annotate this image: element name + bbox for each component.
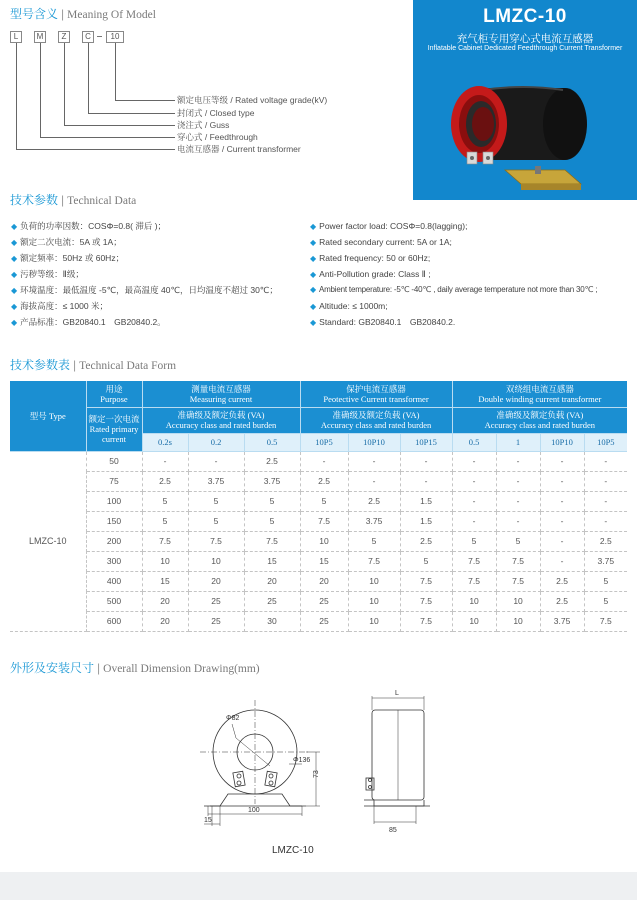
tech-list-en (310, 221, 635, 331)
value-cell: - (584, 511, 627, 531)
value-cell: 25 (188, 591, 244, 611)
value-cell: - (540, 471, 584, 491)
value-cell: - (584, 491, 627, 511)
model-line (16, 149, 175, 150)
model-line (88, 43, 89, 113)
tech-item-en: ◆ Power factor load: COSΦ=0.8(lagging); (310, 221, 468, 231)
value-cell: 20 (142, 591, 188, 611)
class-header: 10P15 (400, 433, 452, 451)
value-cell: 10 (452, 591, 496, 611)
current-cell: 150 (86, 511, 142, 531)
value-cell: 10 (348, 591, 400, 611)
value-cell: 1.5 (400, 511, 452, 531)
group-cn: 双绕组电流互感器 (505, 383, 574, 394)
table-row (10, 611, 627, 631)
tech-list-cn (11, 221, 311, 331)
purpose-cn: 用途 (105, 383, 123, 394)
value-cell: - (540, 451, 584, 471)
value-cell: 5 (496, 531, 540, 551)
value-cell: - (496, 491, 540, 511)
bullet-icon: ◆ (11, 302, 18, 311)
table-row (10, 591, 627, 611)
value-cell: 10 (188, 551, 244, 571)
value-cell: 7.5 (188, 531, 244, 551)
value-cell: 5 (142, 491, 188, 511)
value-cell: 2.5 (300, 471, 348, 491)
value-cell: 20 (188, 571, 244, 591)
group-en: Measuring current (189, 393, 253, 404)
model-label-ct: 电流互感器 / Current transformer (177, 144, 301, 154)
model-box-10: 10 (106, 31, 124, 43)
bullet-icon: ◆ (310, 254, 317, 263)
value-cell: - (540, 511, 584, 531)
value-cell: 25 (188, 611, 244, 631)
bullet-icon: ◆ (11, 238, 18, 247)
value-cell: 7.5 (400, 571, 452, 591)
value-cell: 7.5 (400, 611, 452, 631)
value-cell: 2.5 (244, 451, 300, 471)
accuracy-cn: 准确级及额定负载 (VA) (177, 410, 265, 420)
value-cell: 3.75 (584, 551, 627, 571)
value-cell: 7.5 (348, 551, 400, 571)
value-cell: - (452, 451, 496, 471)
model-line (40, 43, 41, 137)
model-line (115, 100, 175, 101)
accuracy-cn: 准确级及额定负载 (VA) (332, 410, 420, 420)
table-row (10, 491, 627, 511)
primary-en: Rated primary current (89, 424, 139, 444)
value-cell: 10 (496, 611, 540, 631)
tech-title-en: Technical Data (67, 195, 137, 207)
value-cell: 3.75 (188, 471, 244, 491)
value-cell: 20 (300, 571, 348, 591)
model-line (115, 43, 116, 100)
bullet-icon: ◆ (310, 238, 317, 247)
value-cell: 2.5 (142, 471, 188, 491)
drawing-section-title: 外形及安装尺寸 | Overall Dimension Drawing(mm) (10, 661, 260, 675)
value-cell: - (452, 511, 496, 531)
model-title-cn: 型号含义 (10, 7, 59, 21)
model-box-l: L (10, 31, 22, 43)
current-cell: 600 (86, 611, 142, 631)
tech-item-cn: ◆ 环境温度：最低温度 -5℃，最高温度 40℃，日均温度不超过 30℃； (11, 285, 278, 295)
value-cell: - (540, 531, 584, 551)
table-body (10, 451, 627, 631)
value-cell: 2.5 (400, 531, 452, 551)
bullet-icon: ◆ (310, 222, 317, 231)
bullet-icon: ◆ (11, 286, 18, 295)
value-cell: 7.5 (584, 611, 627, 631)
bullet-icon: ◆ (310, 285, 316, 294)
table-title-en: Technical Data Form (79, 360, 177, 372)
class-header: 10P5 (584, 433, 627, 451)
class-header: 0.5 (244, 433, 300, 451)
value-cell: 7.5 (244, 531, 300, 551)
model-section-title: 型号含义 | Meaning Of Model (10, 7, 156, 21)
value-cell: - (348, 451, 400, 471)
model-line (64, 43, 65, 125)
bullet-icon: ◆ (310, 302, 317, 311)
value-cell: 10 (496, 591, 540, 611)
table-section-title: 技术参数表 | Technical Data Form (10, 358, 177, 372)
group-en: Peotective Current transformer (323, 393, 429, 404)
model-box-m: M (34, 31, 46, 43)
value-cell: 20 (142, 611, 188, 631)
tech-title-cn: 技术参数 (10, 193, 59, 207)
table-title-cn: 技术参数表 (10, 358, 71, 372)
primary-cn: 额定一次电流 (88, 414, 140, 424)
value-cell: - (400, 471, 452, 491)
dim-width: 100 (248, 807, 260, 814)
purpose-header (86, 381, 142, 407)
value-cell: 25 (300, 611, 348, 631)
value-cell: - (540, 491, 584, 511)
tech-section-title: 技术参数 | Technical Data (10, 193, 137, 207)
dim-base: 85 (389, 827, 397, 834)
group-cn: 测量电流互感器 (191, 383, 251, 394)
value-cell: 25 (300, 591, 348, 611)
current-cell: 50 (86, 451, 142, 471)
tech-data-table (10, 381, 627, 632)
accuracy-cn: 准确级及额定负载 (VA) (496, 410, 584, 420)
value-cell: 5 (452, 531, 496, 551)
product-hero (413, 0, 637, 200)
dim-inner-dia: Φ82 (226, 715, 240, 722)
tech-item-cn: ◆ 负荷的功率因数：COSΦ=0.8( 滞后 )； (11, 221, 167, 231)
class-header: 10P10 (348, 433, 400, 451)
value-cell: 10 (452, 611, 496, 631)
value-cell: 1.5 (400, 491, 452, 511)
class-header: 0.5 (452, 433, 496, 451)
dim-height: 73 (313, 770, 320, 778)
dim-length: L (395, 690, 399, 697)
value-cell: 5 (188, 511, 244, 531)
accuracy-header (300, 407, 452, 433)
value-cell: 5 (400, 551, 452, 571)
value-cell: 25 (244, 591, 300, 611)
value-cell: 3.75 (348, 511, 400, 531)
value-cell: - (188, 451, 244, 471)
value-cell: 5 (584, 591, 627, 611)
dim-slot: 15 (204, 817, 212, 824)
table-row (10, 571, 627, 591)
group-en: Double winding current transformer (478, 393, 602, 404)
tech-item-cn: ◆ 额定二次电流：5A 或 1A； (11, 237, 122, 247)
footer-band (0, 872, 637, 900)
value-cell: 7.5 (496, 571, 540, 591)
value-cell: - (496, 511, 540, 531)
value-cell: 7.5 (452, 551, 496, 571)
model-line (88, 113, 175, 114)
value-cell: 5 (300, 491, 348, 511)
class-header: 0.2 (188, 433, 244, 451)
tech-item-en: ◆ Rated frequency: 50 or 60Hz; (310, 253, 431, 263)
current-cell: 300 (86, 551, 142, 571)
type-header: 型号 Type (10, 381, 86, 451)
model-line (64, 125, 175, 126)
dimension-drawing (190, 680, 450, 840)
value-cell: 3.75 (540, 611, 584, 631)
value-cell: - (584, 451, 627, 471)
bullet-icon: ◆ (310, 270, 317, 279)
bullet-icon: ◆ (11, 222, 18, 231)
value-cell: 7.5 (496, 551, 540, 571)
value-cell: - (452, 471, 496, 491)
bullet-icon: ◆ (11, 318, 18, 327)
value-cell: 5 (244, 491, 300, 511)
value-cell: 2.5 (584, 531, 627, 551)
product-photo (413, 60, 637, 200)
model-label-feedthrough: 穿心式 / Feedthrough (177, 132, 258, 142)
class-header: 1 (496, 433, 540, 451)
current-cell: 200 (86, 531, 142, 551)
tech-item-cn: ◆ 海拔高度：≤ 1000 米； (11, 301, 108, 311)
group-cn: 保护电流互感器 (346, 383, 406, 394)
value-cell: 5 (348, 531, 400, 551)
value-cell: 10 (348, 571, 400, 591)
current-cell: 500 (86, 591, 142, 611)
model-title-en: Meaning Of Model (67, 9, 156, 21)
model-line (16, 43, 17, 149)
type-cell: LMZC-10 (10, 451, 86, 631)
value-cell: 5 (584, 571, 627, 591)
accuracy-header (142, 407, 300, 433)
value-cell: 20 (244, 571, 300, 591)
value-cell: 15 (300, 551, 348, 571)
class-header: 10P10 (540, 433, 584, 451)
bullet-icon: ◆ (11, 254, 18, 263)
model-line (40, 137, 175, 138)
drawing-caption: LMZC-10 (272, 845, 314, 856)
value-cell: - (452, 491, 496, 511)
bullet-icon: ◆ (11, 270, 18, 279)
product-name-en: Inflatable Cabinet Dedicated Feedthrough Current Transformer (427, 45, 623, 52)
tech-item-cn: ◆ 产品标准：GB20840.1 GB20840.2。 (11, 317, 166, 327)
value-cell: 7.5 (300, 511, 348, 531)
value-cell: 15 (244, 551, 300, 571)
group-header-double (452, 381, 627, 407)
tech-item-en: ◆ Altitude: ≤ 1000m; (310, 301, 388, 311)
value-cell: 3.75 (244, 471, 300, 491)
tech-item-en: ◆ Ambient temperature: -5℃ -40℃ , daily average temperature not more than 30℃ ; (310, 285, 598, 294)
class-header: 10P5 (300, 433, 348, 451)
model-dash (97, 36, 102, 37)
accuracy-header (452, 407, 627, 433)
drawing-title-en: Overall Dimension Drawing(mm) (103, 663, 260, 675)
value-cell: - (400, 451, 452, 471)
bullet-icon: ◆ (310, 318, 317, 327)
value-cell: 7.5 (400, 591, 452, 611)
tech-item-en: ◆ Rated secondary current: 5A or 1A; (310, 237, 452, 247)
value-cell: 2.5 (540, 591, 584, 611)
value-cell: - (584, 471, 627, 491)
table-row (10, 471, 627, 491)
group-header-measuring (142, 381, 300, 407)
model-label-closed: 封闭式 / Closed type (177, 108, 255, 118)
tech-item-en: ◆ Anti-Pollution grade: Class Ⅱ ; (310, 269, 431, 279)
value-cell: - (540, 551, 584, 571)
current-cell: 100 (86, 491, 142, 511)
value-cell: - (348, 471, 400, 491)
value-cell: 7.5 (142, 531, 188, 551)
model-label-voltage: 额定电压等级 / Rated voltage grade(kV) (177, 95, 328, 105)
product-model: LMZC-10 (483, 6, 567, 27)
value-cell: 5 (142, 511, 188, 531)
table-row (10, 511, 627, 531)
model-box-c: C (82, 31, 94, 43)
accuracy-en: Accuracy class and rated burden (484, 420, 596, 430)
tech-item-en: ◆ Standard: GB20840.1 GB20840.2. (310, 317, 456, 327)
value-cell: 10 (300, 531, 348, 551)
value-cell: 10 (348, 611, 400, 631)
model-label-guss: 浇注式 / Guss (177, 120, 230, 130)
value-cell: 5 (244, 511, 300, 531)
value-cell: 10 (142, 551, 188, 571)
table-row (10, 531, 627, 551)
model-box-z: Z (58, 31, 70, 43)
value-cell: 7.5 (452, 571, 496, 591)
current-cell: 75 (86, 471, 142, 491)
value-cell: 5 (188, 491, 244, 511)
accuracy-en: Accuracy class and rated burden (320, 420, 432, 430)
purpose-en: Purpose (100, 393, 128, 404)
primary-current-header (86, 407, 142, 451)
value-cell: 2.5 (540, 571, 584, 591)
accuracy-en: Accuracy class and rated burden (165, 420, 277, 430)
value-cell: 30 (244, 611, 300, 631)
table-row (10, 551, 627, 571)
group-header-protective (300, 381, 452, 407)
drawing-title-cn: 外形及安装尺寸 (10, 661, 95, 675)
current-cell: 400 (86, 571, 142, 591)
tech-item-cn: ◆ 额定频率：50Hz 或 60Hz； (11, 253, 125, 263)
value-cell: 2.5 (348, 491, 400, 511)
value-cell: - (496, 471, 540, 491)
value-cell: - (496, 451, 540, 471)
class-header: 0.2s (142, 433, 188, 451)
product-name-cn: 充气柜专用穿心式电流互感器 (456, 33, 594, 45)
tech-item-cn: ◆ 污秽等级：Ⅱ级； (11, 269, 84, 279)
value-cell: 15 (142, 571, 188, 591)
value-cell: - (142, 451, 188, 471)
value-cell: - (300, 451, 348, 471)
dim-outer-dia: Φ136 (293, 757, 311, 764)
table-row (10, 451, 627, 471)
